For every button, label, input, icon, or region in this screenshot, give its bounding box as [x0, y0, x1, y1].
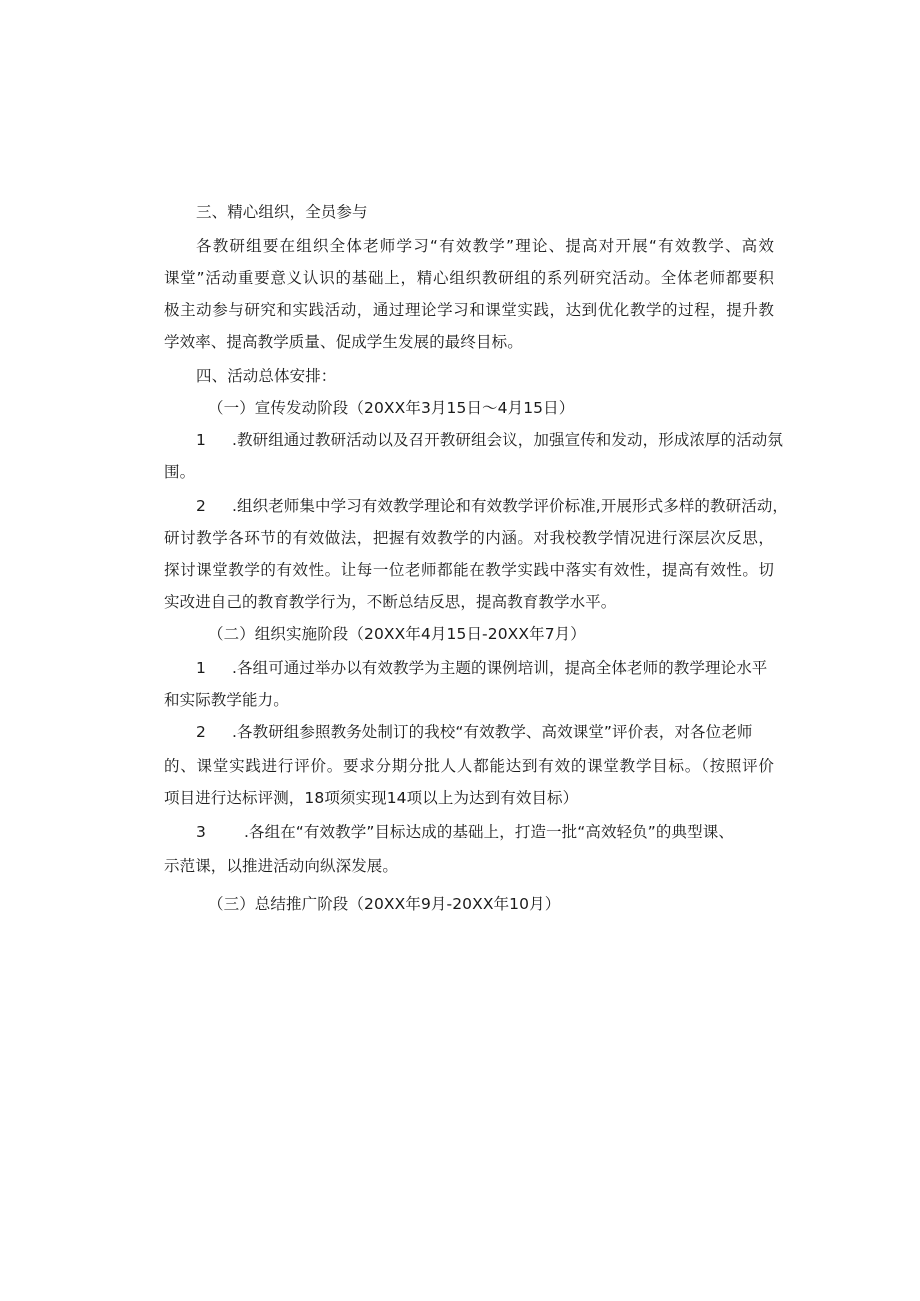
section-heading-3: 三、精心组织，全员参与	[196, 203, 368, 221]
phase2-item1-number: 1	[196, 659, 206, 677]
phase2-item2-line-1	[196, 722, 774, 742]
phase1-heading: （一）宣传发动阶段（20XX年3月15日〜4月15日）	[208, 399, 575, 417]
phase2-item2-line-2: 的、课堂实践进行评价。要求分期分批人人都能达到有效的课堂教学目标。（按照评价	[164, 757, 774, 775]
phase2-item3-line-1	[196, 822, 774, 842]
phase1-item2-number: 2	[196, 497, 206, 515]
phase2-item3-number: 3	[196, 823, 206, 841]
section3-line-2: 课堂”活动重要意义认识的基础上，精心组织教研组的系列研究活动。全体老师都要积	[164, 269, 774, 287]
phase2-item1-line-2: 和实际教学能力。	[164, 691, 289, 709]
section3-line-3: 极主动参与研究和实践活动，通过理论学习和课堂实践，达到优化教学的过程，提升教	[164, 301, 774, 319]
phase2-heading: （二）组织实施阶段（20XX年4月15日-20XX年7月）	[208, 625, 586, 643]
phase2-item3-line-2: 示范课，以推进活动向纵深发展。	[164, 857, 399, 875]
phase1-item1-text-1: .教研组通过教研活动以及召开教研组会议，加强宣传和发动，形成浓厚的活动氛	[231, 431, 783, 449]
phase1-item2-line-3: 探讨课堂教学的有效性。让每一位老师都能在教学实践中落实有效性，提高有效性。切	[164, 561, 774, 579]
phase1-item1-line-1	[196, 430, 783, 450]
phase1-item2-line-1	[196, 496, 789, 516]
phase2-item1-line-1	[196, 658, 774, 678]
phase1-item2-line-2: 研讨教学各环节的有效做法，把握有效教学的内涵。对我校教学情况进行深层次反思，	[164, 529, 774, 547]
phase1-item2-text-1: .组织老师集中学习有效教学理论和有效教学评价标准,开展形式多样的教研活动，	[231, 497, 789, 515]
phase2-item2-text-1: .各教研组参照教务处制订的我校“有效教学、高效课堂”评价表，对各位老师	[231, 723, 753, 741]
phase1-item1-number: 1	[196, 431, 206, 449]
phase2-item1-text-1: .各组可通过举办以有效教学为主题的课例培训，提高全体老师的教学理论水平	[231, 659, 768, 677]
phase2-item2-number: 2	[196, 723, 206, 741]
phase2-item2-line-3: 项目进行达标评测，18项须实现14项以上为达到有效目标）	[164, 789, 579, 807]
section-heading-4: 四、活动总体安排：	[196, 367, 337, 385]
phase3-heading: （三）总结推广阶段（20XX年9月-20XX年10月）	[208, 895, 561, 913]
phase1-item1-line-2: 围。	[164, 463, 196, 481]
section3-line-4: 学效率、提高教学质量、促成学生发展的最终目标。	[164, 333, 523, 351]
section3-line-1: 各教研组要在组织全体老师学习“有效教学”理论、提高对开展“有效教学、高效	[196, 237, 774, 255]
phase2-item3-text-1: .各组在“有效教学”目标达成的基础上，打造一批“高效轻负”的典型课、	[243, 823, 734, 841]
phase1-item2-line-4: 实改进自己的教育教学行为，不断总结反思，提高教育教学水平。	[164, 593, 617, 611]
